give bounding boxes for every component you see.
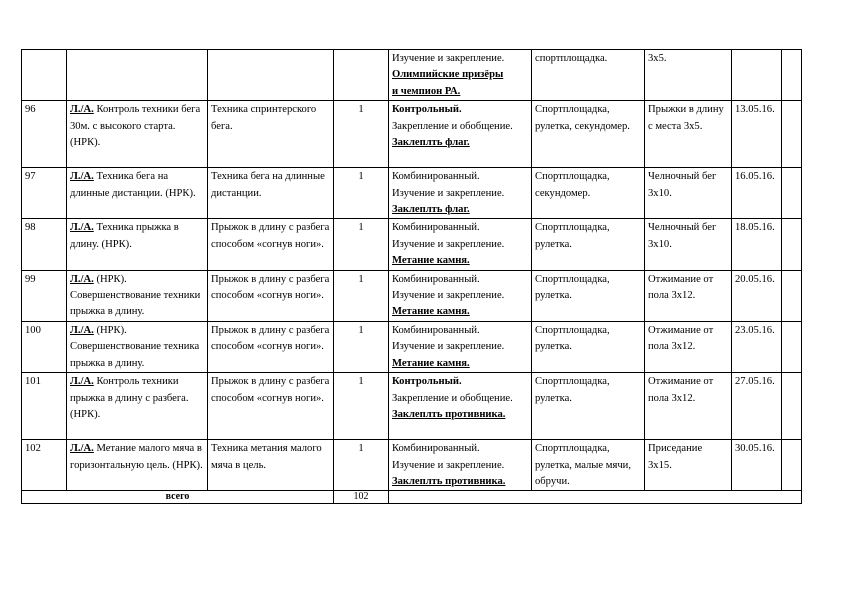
topic-text: Метание малого мяча в горизонтальную цель. (НРК). [70, 443, 203, 471]
num-cell: 97 [22, 168, 67, 219]
note-cell [782, 321, 802, 372]
hours-cell: 1 [334, 101, 389, 168]
equipment-cell: Спортплощадка, рулетка. [532, 373, 645, 440]
date-cell: 30.05.16. [732, 440, 782, 491]
topic-text: Техника прыжка в длину. (НРК). [70, 222, 179, 250]
num-cell: 102 [22, 440, 67, 491]
topic-cell [67, 440, 208, 491]
lesson-extra: Метание камня. [392, 255, 470, 267]
num-cell: 101 [22, 373, 67, 440]
content-cell [389, 373, 532, 440]
lesson-type: Комбинированный. [392, 171, 480, 183]
hours-cell: 1 [334, 440, 389, 491]
lesson-content: Закрепление и обобщение. [392, 392, 513, 404]
homework-cell: Отжимание от пола 3х12. [645, 270, 732, 321]
content-cell [389, 219, 532, 270]
lesson-type: Комбинированный. [392, 324, 480, 336]
content-cell [389, 168, 532, 219]
hours-cell: 1 [334, 373, 389, 440]
equipment-cell: спортплощадка. [532, 50, 645, 101]
date-cell: 23.05.16. [732, 321, 782, 372]
content-cell [389, 321, 532, 372]
lesson-content: Закрепление и обобщение. [392, 120, 513, 132]
lesson-type: Контрольный. [392, 376, 462, 388]
homework-cell: Прыжки в длину с места 3х5. [645, 101, 732, 168]
element-cell: Прыжок в длину с разбега способом «согнув ноги». [208, 270, 334, 321]
content-line: Изучение и закрепление. [392, 53, 505, 64]
homework-cell: Отжимание от пола 3х12. [645, 373, 732, 440]
topic-label: Л./А. [70, 273, 94, 285]
note-cell [782, 168, 802, 219]
equipment-cell: Спортплощадка, рулетка. [532, 219, 645, 270]
note-cell [782, 101, 802, 168]
table-row [22, 50, 802, 101]
date-cell: 13.05.16. [732, 101, 782, 168]
date-cell: 18.05.16. [732, 219, 782, 270]
topic-label: Л./А. [70, 376, 94, 388]
note-cell [782, 440, 802, 491]
table-row [22, 168, 802, 219]
note-cell [782, 270, 802, 321]
topic-cell [67, 50, 208, 101]
topic-cell [67, 270, 208, 321]
lesson-plan-table [21, 49, 802, 504]
content-cell [389, 270, 532, 321]
hours-cell: 1 [334, 168, 389, 219]
topic-cell [67, 168, 208, 219]
num-cell: 98 [22, 219, 67, 270]
lesson-content: Изучение и закрепление. [392, 459, 505, 471]
element-cell: Техника бега на длинные дистанции. [208, 168, 334, 219]
date-cell: 27.05.16. [732, 373, 782, 440]
equipment-cell: Спортплощадка, рулетка. [532, 270, 645, 321]
hours-cell: 1 [334, 270, 389, 321]
lesson-extra: Заклеплть флаг. [392, 137, 470, 149]
topic-text: Контроль техники прыжка в длину с разбега. (НРК). [70, 376, 189, 420]
num-cell: 99 [22, 270, 67, 321]
homework-cell: Челночный бег 3х10. [645, 168, 732, 219]
topic-text: (НРК). Совершенствование техника прыжка в длину. [70, 324, 200, 369]
num-cell: 96 [22, 101, 67, 168]
note-cell [782, 373, 802, 440]
topic-cell [67, 219, 208, 270]
topic-text: Контроль техники бега 30м. с высокого старта. (НРК). [70, 104, 201, 149]
num-cell: 100 [22, 321, 67, 372]
note-cell [782, 50, 802, 101]
table-row [22, 101, 802, 168]
lesson-type: Комбинированный. [392, 443, 480, 455]
lesson-extra: Заклеплть противника. [392, 475, 506, 487]
lesson-content: Изучение и закрепление. [392, 187, 505, 199]
lesson-type: Комбинированный. [392, 222, 480, 234]
date-cell: 20.05.16. [732, 270, 782, 321]
hours-cell: 1 [334, 321, 389, 372]
date-cell [732, 50, 782, 101]
homework-cell: Приседание 3х15. [645, 440, 732, 491]
lesson-type: Контрольный. [392, 104, 462, 116]
table-row [22, 373, 802, 440]
total-hours: 102 [334, 491, 389, 504]
lesson-extra: Метание камня. [392, 357, 470, 369]
equipment-cell: Спортплощадка, рулетка, малые мячи, обручи. [532, 440, 645, 491]
topic-label: Л./А. [70, 443, 94, 455]
element-cell: Прыжок в длину с разбега способом «согнув ноги». [208, 219, 334, 270]
element-cell: Прыжок в длину с разбега способом «согнув ноги». [208, 321, 334, 372]
topic-label: Л./А. [70, 104, 94, 116]
table-row [22, 270, 802, 321]
lesson-content: Изучение и закрепление. [392, 290, 505, 302]
table-row [22, 321, 802, 372]
topic-label: Л./А. [70, 171, 94, 183]
element-cell [208, 50, 334, 101]
lesson-extra: Заклеплть противника. [392, 408, 506, 420]
element-cell: Техника метания малого мяча в цель. [208, 440, 334, 491]
homework-cell: 3х5. [645, 50, 732, 101]
equipment-cell: Спортплощадка, секундомер. [532, 168, 645, 219]
total-label: всего [22, 491, 334, 504]
date-cell: 16.05.16. [732, 168, 782, 219]
topic-label: Л./А. [70, 222, 94, 234]
table-row [22, 440, 802, 491]
topic-text: Техника бега на длинные дистанции. (НРК). [70, 171, 196, 199]
note-cell [782, 219, 802, 270]
homework-cell: Отжимание от пола 3х12. [645, 321, 732, 372]
hours-cell [334, 50, 389, 101]
num-cell [22, 50, 67, 101]
element-cell: Прыжок в длину с разбега способом «согнув ноги». [208, 373, 334, 440]
content-cell [389, 50, 532, 101]
lesson-content: Изучение и закрепление. [392, 341, 505, 353]
hours-cell: 1 [334, 219, 389, 270]
equipment-cell: Спортплощадка, рулетка, секундомер. [532, 101, 645, 168]
content-extra: и чемпион РА. [392, 85, 461, 97]
lesson-extra: Заклеплть флаг. [392, 204, 470, 216]
lesson-content: Изучение и закрепление. [392, 238, 505, 250]
topic-cell [67, 101, 208, 168]
total-row [22, 491, 802, 504]
homework-cell: Челночный бег 3х10. [645, 219, 732, 270]
equipment-cell: Спортплощадка, рулетка. [532, 321, 645, 372]
content-cell [389, 440, 532, 491]
topic-cell [67, 373, 208, 440]
lesson-type: Комбинированный. [392, 273, 480, 285]
topic-cell [67, 321, 208, 372]
lesson-extra: Метание камня. [392, 306, 470, 318]
content-cell [389, 101, 532, 168]
topic-label: Л./А. [70, 324, 94, 336]
total-empty [389, 491, 802, 504]
content-extra: Олимпийские призёры [392, 69, 504, 81]
topic-text: (НРК). Совершенствование техники прыжка в длину. [70, 273, 201, 318]
table-row [22, 219, 802, 270]
element-cell: Техника спринтерского бега. [208, 101, 334, 168]
